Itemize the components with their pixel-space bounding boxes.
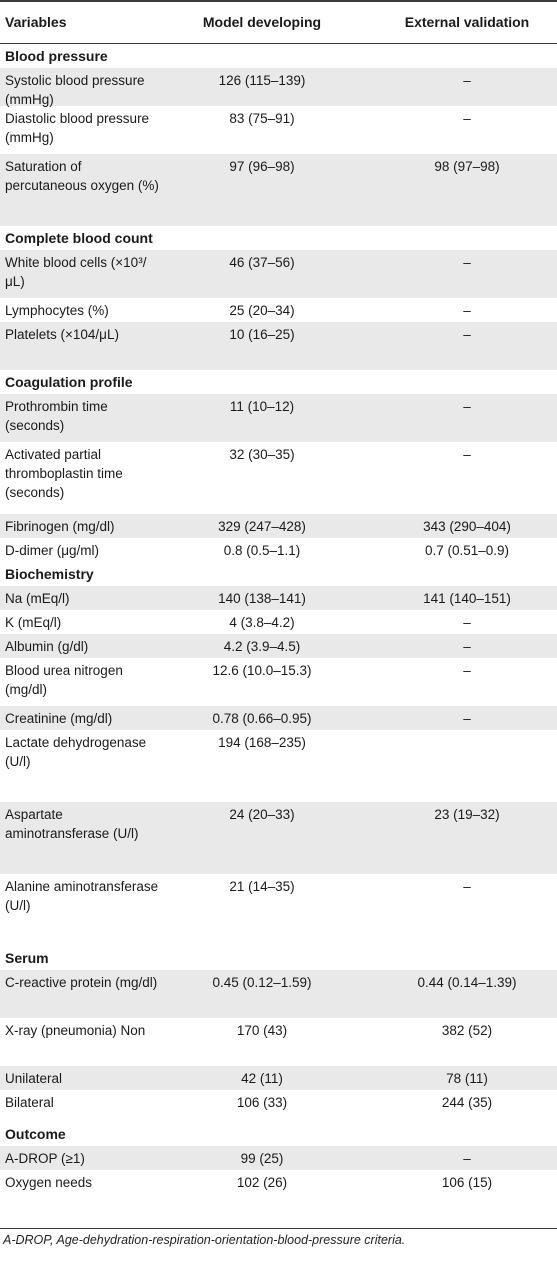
table-row xyxy=(0,706,557,730)
cell-variable: Creatinine (mg/dl) xyxy=(5,711,113,726)
cell-external-validation: 98 (97–98) xyxy=(434,159,500,174)
cell-external-validation: 106 (15) xyxy=(441,1175,493,1190)
cell-external-validation: – xyxy=(463,1151,471,1166)
cell-model-developing: 0.8 (0.5–1.1) xyxy=(223,543,301,558)
table-row xyxy=(0,1066,557,1090)
table-row xyxy=(0,610,557,634)
cell-external-validation: 141 (140–151) xyxy=(423,591,511,606)
cell-external-validation: 382 (52) xyxy=(441,1023,493,1038)
cell-external-validation: – xyxy=(463,303,471,318)
cell-variable: Systolic blood pressure (mmHg) xyxy=(5,73,145,107)
group-label: Complete blood count xyxy=(5,230,153,246)
cell-variable: K (mEq/l) xyxy=(5,615,62,630)
table-row xyxy=(0,154,557,226)
cell-external-validation: – xyxy=(463,711,471,726)
cell-variable: C-reactive protein (mg/dl) xyxy=(5,975,158,990)
header-model-developing: Model developing xyxy=(202,13,322,30)
cell-model-developing: 194 (168–235) xyxy=(218,735,306,750)
table-group-header xyxy=(0,44,557,68)
table-row xyxy=(0,586,557,610)
cell-external-validation: – xyxy=(463,663,471,678)
cell-external-validation: – xyxy=(463,399,471,414)
cell-model-developing: 0.78 (0.66–0.95) xyxy=(212,711,312,726)
cell-variable: Oxygen needs xyxy=(5,1175,93,1190)
cell-variable: Prothrombin time (seconds) xyxy=(5,399,108,433)
cell-model-developing: 12.6 (10.0–15.3) xyxy=(212,663,312,678)
cell-variable: Saturation of percutaneous oxygen (%) xyxy=(5,159,159,193)
cell-model-developing: 170 (43) xyxy=(236,1023,288,1038)
table-row xyxy=(0,802,557,874)
table-group-header xyxy=(0,562,557,586)
table-row xyxy=(0,298,557,322)
cell-external-validation: – xyxy=(463,615,471,630)
cell-model-developing: 4 (3.8–4.2) xyxy=(229,615,295,630)
cell-external-validation: 244 (35) xyxy=(441,1095,493,1110)
cell-variable: Blood urea nitrogen (mg/dl) xyxy=(5,663,123,697)
table-row xyxy=(0,322,557,370)
table-group-header xyxy=(0,1122,557,1146)
cell-external-validation: – xyxy=(463,111,471,126)
cell-variable: Lactate dehydrogenase (U/l) xyxy=(5,735,147,769)
cell-variable: A-DROP (≥1) xyxy=(5,1151,85,1166)
cell-variable: Fibrinogen (mg/dl) xyxy=(5,519,115,534)
cell-variable: Diastolic blood pressure (mmHg) xyxy=(5,111,150,145)
cell-model-developing: 11 (10–12) xyxy=(229,399,295,414)
table-group-header xyxy=(0,226,557,250)
bottom-rule xyxy=(0,1228,557,1229)
table-row xyxy=(0,1090,557,1122)
table-row xyxy=(0,634,557,658)
cell-variable: Lymphocytes (%) xyxy=(5,303,109,318)
table-row xyxy=(0,250,557,298)
header-variables: Variables xyxy=(5,13,67,30)
cell-model-developing: 102 (26) xyxy=(236,1175,288,1190)
group-label: Serum xyxy=(5,950,49,966)
cell-external-validation: – xyxy=(463,879,471,894)
cell-model-developing: 4.2 (3.9–4.5) xyxy=(223,639,301,654)
cell-model-developing: 329 (247–428) xyxy=(218,519,306,534)
group-label: Coagulation profile xyxy=(5,374,133,390)
header-external-validation: External validation xyxy=(404,13,530,30)
cell-model-developing: 25 (20–34) xyxy=(229,303,295,318)
cell-variable: Na (mEq/l) xyxy=(5,591,70,606)
table-row xyxy=(0,68,557,106)
cell-model-developing: 106 (33) xyxy=(236,1095,288,1110)
cell-external-validation: – xyxy=(463,639,471,654)
table-row xyxy=(0,1018,557,1066)
cell-external-validation: – xyxy=(463,73,471,88)
cell-model-developing: 97 (96–98) xyxy=(229,159,295,174)
cell-model-developing: 32 (30–35) xyxy=(229,447,295,462)
group-label: Blood pressure xyxy=(5,48,108,64)
cell-model-developing: 21 (14–35) xyxy=(229,879,295,894)
table-row xyxy=(0,394,557,442)
cell-model-developing: 126 (115–139) xyxy=(218,73,306,88)
table-row xyxy=(0,514,557,538)
table-row xyxy=(0,1146,557,1170)
cell-external-validation: 0.44 (0.14–1.39) xyxy=(417,975,517,990)
table-row xyxy=(0,874,557,946)
cell-model-developing: 46 (37–56) xyxy=(229,255,295,270)
group-label: Biochemistry xyxy=(5,566,94,582)
table-row xyxy=(0,730,557,802)
cell-variable: White blood cells (×10³/μL) xyxy=(5,255,147,289)
table-row xyxy=(0,658,557,706)
table-row xyxy=(0,442,557,514)
cell-variable: Alanine aminotransferase (U/l) xyxy=(5,879,159,913)
cell-variable: Platelets (×104/μL) xyxy=(5,327,119,342)
cell-variable: X-ray (pneumonia) Non xyxy=(5,1023,146,1038)
cell-variable: Bilateral xyxy=(5,1095,54,1110)
cell-variable: Unilateral xyxy=(5,1071,63,1086)
table-row xyxy=(0,1170,557,1218)
cell-model-developing: 140 (138–141) xyxy=(218,591,306,606)
table-group-header xyxy=(0,370,557,394)
group-label: Outcome xyxy=(5,1126,66,1142)
cell-external-validation: 343 (290–404) xyxy=(423,519,511,534)
cell-model-developing: 0.45 (0.12–1.59) xyxy=(212,975,312,990)
table-row xyxy=(0,106,557,154)
cell-model-developing: 42 (11) xyxy=(241,1071,283,1086)
cell-model-developing: 24 (20–33) xyxy=(229,807,295,822)
cell-external-validation: – xyxy=(463,255,471,270)
cell-variable: D-dimer (μg/ml) xyxy=(5,543,100,558)
cell-variable: Aspartate aminotransferase (U/l) xyxy=(5,807,139,841)
cell-external-validation: – xyxy=(463,327,471,342)
cell-external-validation: 23 (19–32) xyxy=(434,807,500,822)
cell-external-validation: – xyxy=(463,447,471,462)
table-footnote: A-DROP, Age-dehydration-respiration-orientation-blood-pressure criteria. xyxy=(3,1233,406,1247)
table-row xyxy=(0,538,557,562)
cell-external-validation: 0.7 (0.51–0.9) xyxy=(424,543,510,558)
cell-model-developing: 83 (75–91) xyxy=(229,111,295,126)
table-row xyxy=(0,970,557,1018)
table-group-header xyxy=(0,946,557,970)
cell-model-developing: 99 (25) xyxy=(240,1151,284,1166)
cell-external-validation: 78 (11) xyxy=(446,1071,488,1086)
cell-variable: Albumin (g/dl) xyxy=(5,639,89,654)
cell-variable: Activated partial thromboplastin time (seconds) xyxy=(5,447,123,500)
cell-model-developing: 10 (16–25) xyxy=(229,327,295,342)
